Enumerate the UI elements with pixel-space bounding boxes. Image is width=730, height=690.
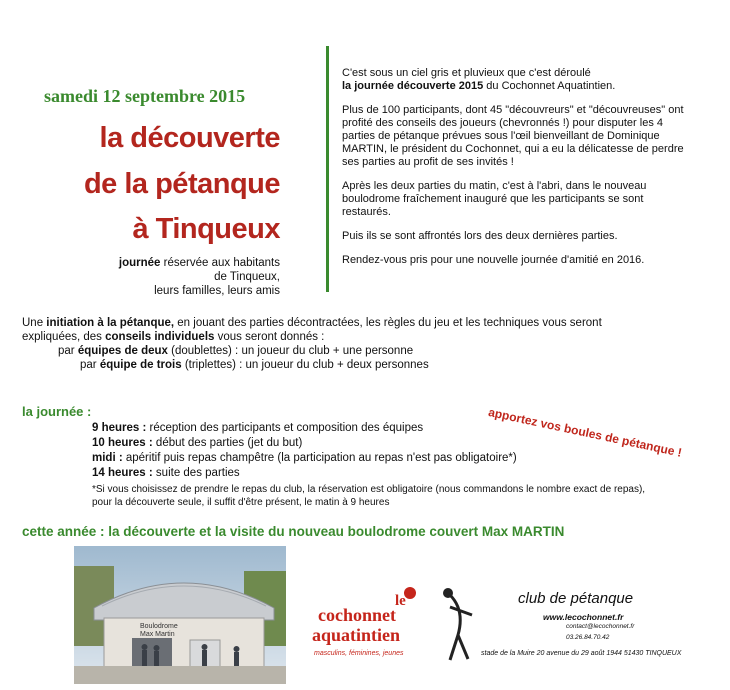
schedule-text: début des parties (jet du but): [152, 437, 303, 449]
logo-line-1: le: [395, 593, 406, 609]
init-e: conseils individuels: [105, 331, 215, 343]
boulodrome-photo: [74, 546, 286, 684]
schedule-item: [92, 451, 722, 466]
schedule: [92, 421, 722, 509]
initiation-section: [22, 316, 682, 372]
boulodrome-illustration: [74, 546, 286, 684]
init-a: Une: [22, 317, 47, 329]
vertical-divider: [326, 46, 329, 292]
logo-tagline: masculins, féminines, jeunes: [314, 650, 404, 657]
report-p1-bold: la journée découverte 2015: [342, 80, 484, 92]
init-l1-a: par: [58, 345, 78, 357]
club-address: stade de la Muire 20 avenue du 29 août 1944 51430 TINQUEUX: [481, 650, 682, 657]
report-paragraph-5: Rendez-vous pris pour une nouvelle journée d'amitié en 2016.: [342, 254, 645, 266]
event-date: samedi 12 septembre 2015: [44, 86, 246, 106]
report-text: [342, 67, 692, 278]
report-paragraph-3: Après les deux parties du matin, c'est à l'abri, dans le nouveau boulodrome fraîchement inauguré que les participants se sont restaurés.: [342, 180, 647, 218]
audience-line2: de Tinqueux,: [214, 271, 280, 283]
report-paragraph-2: Plus de 100 participants, dont 45 "découvreurs" et "découvreuses" ont profité des conseils des joueurs (chevronnés !) pour disputer les 4 parties de pétanque prévues sous l'œil bienveillant de Dominique MARTIN, le président du Cochonnet, qui a eu la délicatesse de perdre ses parties au profit de ses invités !: [342, 104, 684, 168]
init-c: en jouant des parties décontractées, les règles du jeu et les techniques vous seront: [174, 317, 602, 329]
report-p1-line1: C'est sous un ciel gris et pluvieux que c'est déroulé: [342, 67, 591, 79]
audience-text: [80, 256, 280, 298]
cochonnet-logo-graphic: [300, 585, 490, 685]
report-paragraph-4: Puis ils se sont affrontés lors des deux dernières parties.: [342, 230, 618, 242]
schedule-item: [92, 466, 722, 481]
init-l1-c: (doublettes) : un joueur du club + une personne: [167, 345, 414, 357]
schedule-time: 14 heures :: [92, 467, 153, 479]
init-l1-b: équipes de deux: [77, 345, 168, 357]
sign-line-2: Max Martin: [140, 631, 175, 638]
schedule-item: [92, 436, 722, 451]
journee-heading: la journée :: [22, 404, 92, 419]
init-f: vous seront donnés :: [214, 331, 325, 343]
init-b: initiation à la pétanque,: [46, 317, 175, 329]
schedule-time: 9 heures :: [92, 422, 147, 434]
init-d: expliquées, des: [22, 331, 106, 343]
bring-boules-notice: apportez vos boules de pétanque !: [487, 405, 684, 460]
init-l2-c: (triplettes) : un joueur du club + deux personnes: [181, 359, 429, 371]
schedule-text: suite des parties: [152, 467, 240, 479]
schedule-time: midi :: [92, 452, 123, 464]
title-line-3: à Tinqueux: [132, 213, 280, 245]
schedule-text: réception des participants et composition des équipes: [146, 422, 424, 434]
club-name: club de pétanque: [518, 590, 634, 607]
sign-line-1: Boulodrome: [140, 623, 178, 630]
logo-line-3: aquatintien: [312, 625, 401, 645]
init-l2-a: par: [80, 359, 100, 371]
meal-note-2: pour la découverte seule, il suffit d'être présent, le matin à 9 heures: [92, 497, 390, 508]
club-website[interactable]: www.lecochonnet.fr: [543, 612, 624, 622]
schedule-time: 10 heures :: [92, 437, 153, 449]
club-email[interactable]: contact@lecochonnet.fr: [566, 623, 635, 630]
title-line-1: la découverte: [99, 122, 280, 154]
report-paragraph-1: [342, 67, 692, 93]
meal-note-1: *Si vous choisissez de prendre le repas du club, la réservation est obligatoire (nous commandons le nombre exact de repas),: [92, 484, 646, 495]
this-year-banner: cette année : la découverte et la visite du nouveau boulodrome couvert Max MARTIN: [22, 524, 565, 539]
init-l2-b: équipe de trois: [99, 359, 182, 371]
schedule-text: apéritif puis repas champêtre (la participation au repas n'est pas obligatoire*): [122, 452, 517, 464]
title-line-2: de la pétanque: [83, 168, 280, 200]
audience-line3: leurs familles, leurs amis: [154, 285, 280, 297]
schedule-item: [92, 421, 722, 436]
logo-line-2: cochonnet: [318, 605, 396, 625]
init-list-item-1: [22, 344, 682, 358]
report-p1-rest: du Cochonnet Aquatintien.: [483, 80, 616, 92]
club-logo: [300, 585, 490, 685]
audience-rest: réservée aux habitants: [160, 257, 280, 269]
club-phone: 03.26.84.70.42: [566, 634, 610, 641]
init-list-item-2: [22, 358, 682, 372]
audience-bold: journée: [118, 257, 161, 269]
